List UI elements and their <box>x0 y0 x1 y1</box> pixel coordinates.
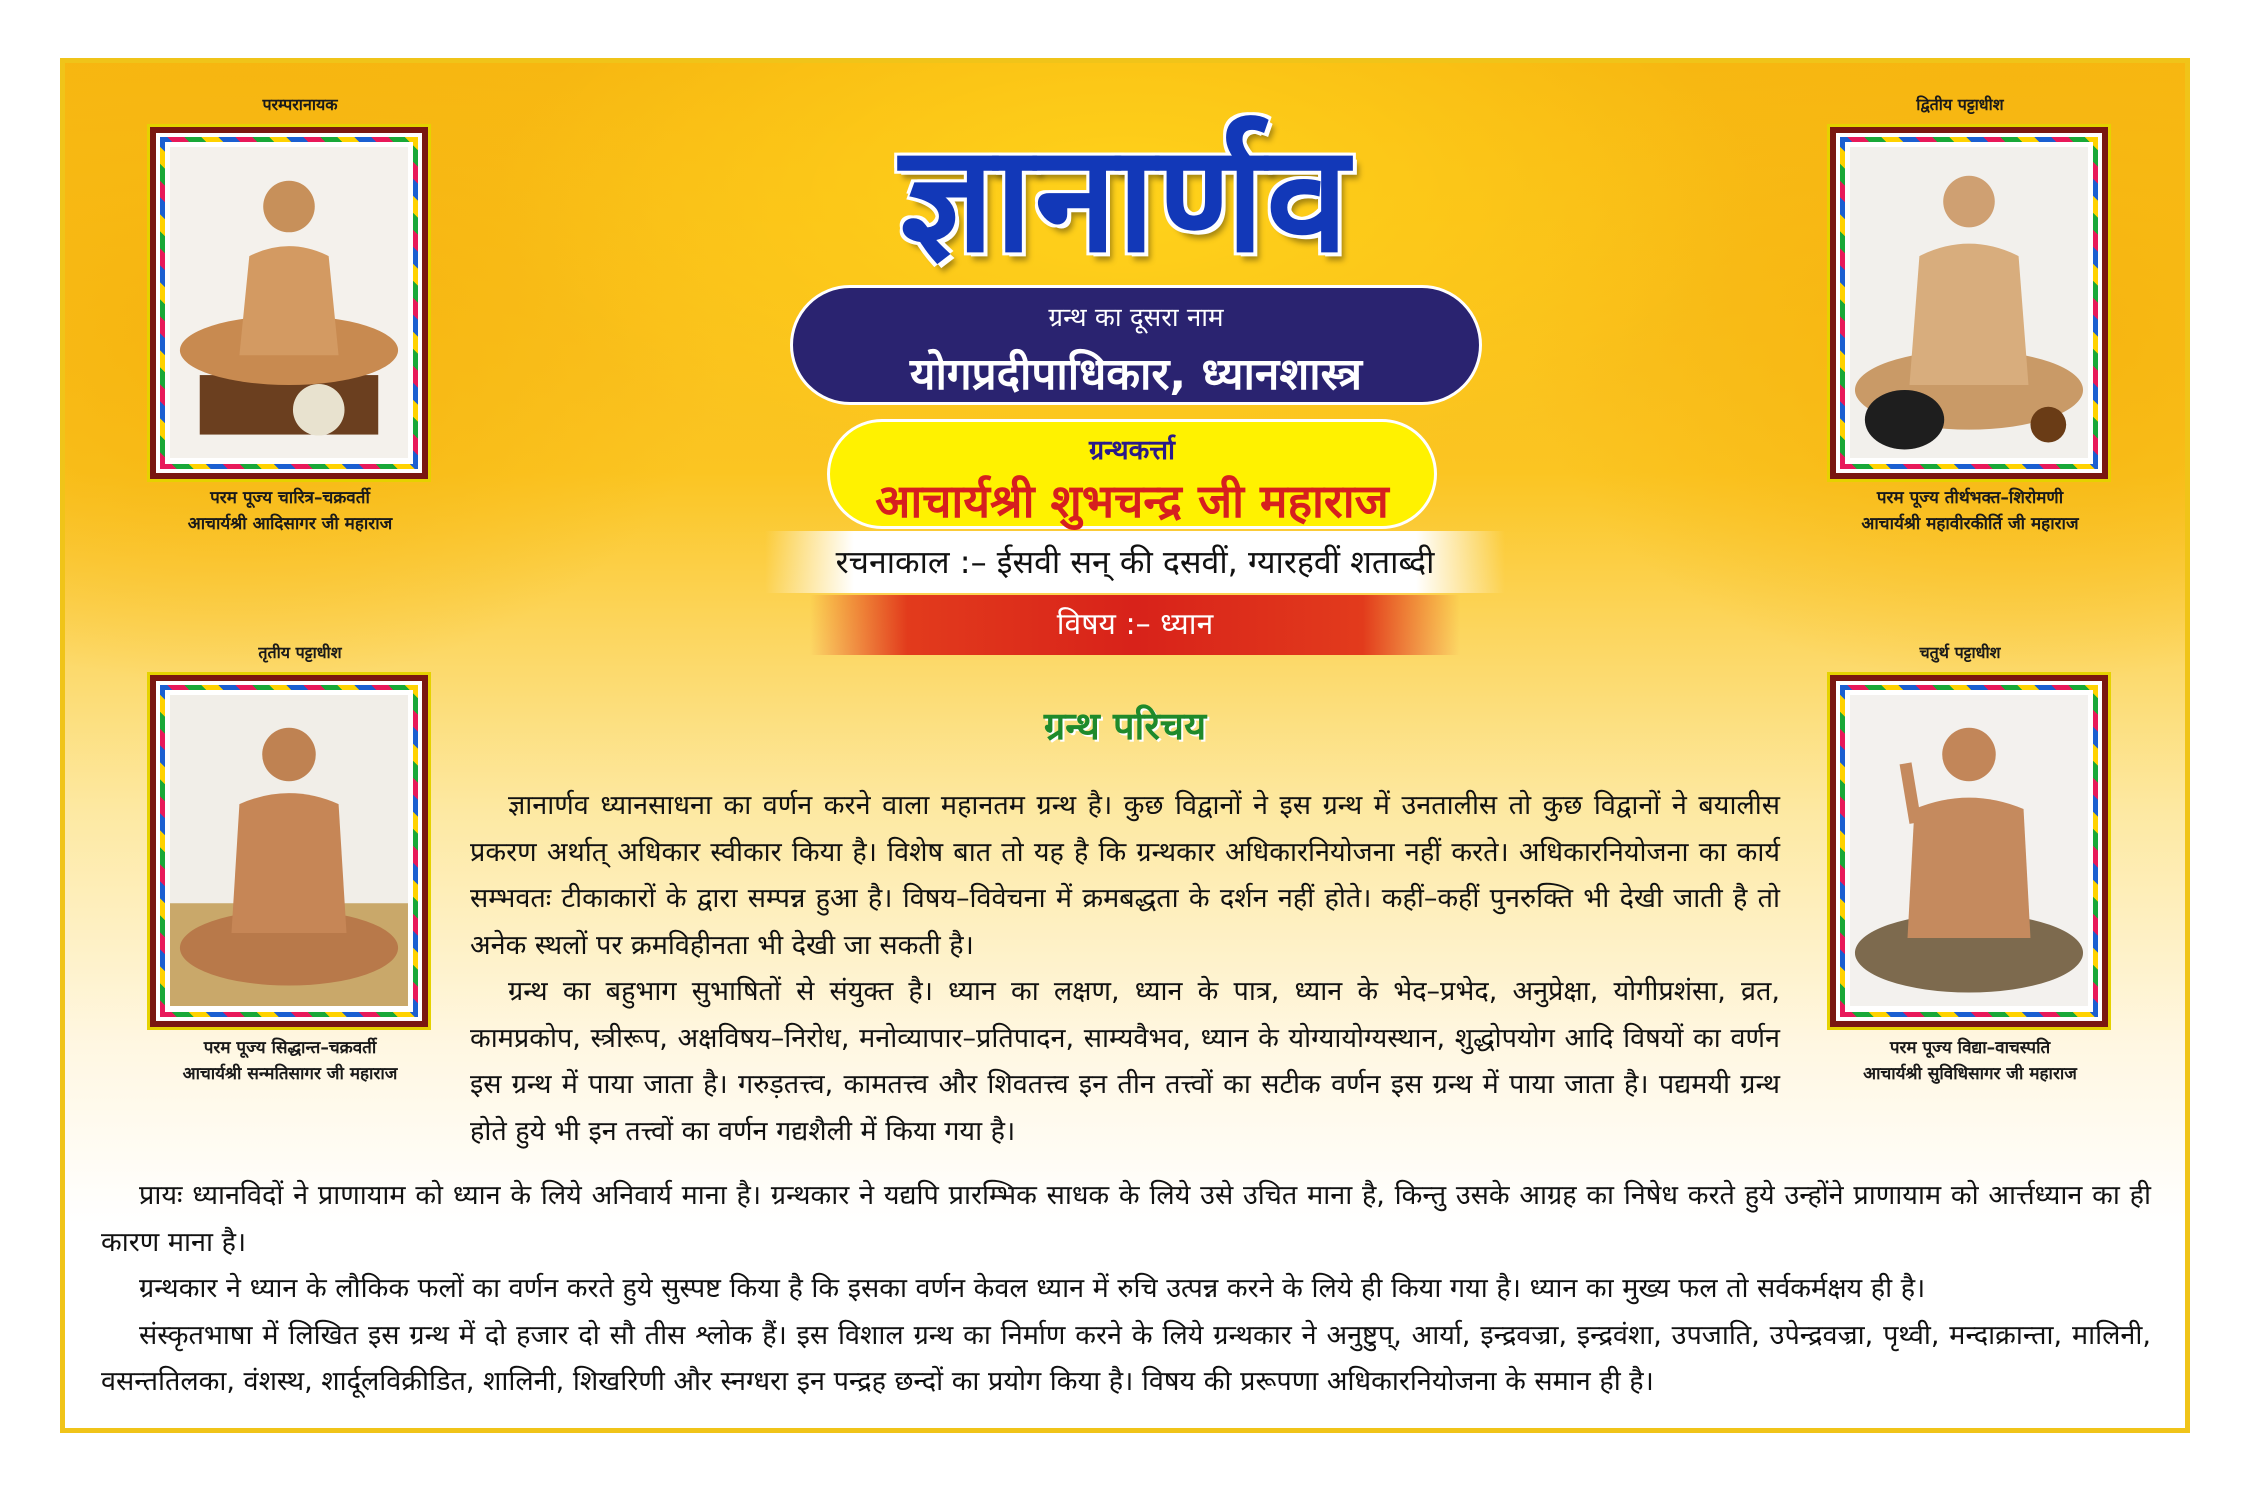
portrait-2-frame <box>1830 127 2108 479</box>
portrait-4-frame <box>1830 675 2108 1027</box>
alt-name-banner <box>790 285 1482 405</box>
main-title: ज्ञानार्णव <box>899 113 1351 285</box>
portrait-4-caption <box>1805 1035 2135 1087</box>
portrait-2-top-caption: द्वितीय पट्टाधीश <box>1916 95 2004 114</box>
portrait-3-caption-line1: परम पूज्य सिद्धान्त–चक्रवर्ती <box>203 1038 377 1058</box>
paragraph-5: संस्कृतभाषा में लिखित इस ग्रन्थ में दो हजार दो सौ तीस श्लोक हैं। इस विशाल ग्रन्थ का निर्माण करने के लिये ग्रन्थकार ने अनुष्टुप्, आर्या, इन्द्रवज्रा, इन्द्रवंशा, उपजाति, उपेन्द्रवज्रा, पृथ्वी, मन्दाक्रान्ता, मालिनी, वसन्ततिलका, वंशस्थ, शार्दूलविक्रीडित, शालिनी, शिखरिणी और स्नग्धरा इन पन्द्रह छन्दों का प्रयोग किया है। विषय की प्ररूपणा अधिकारनियोजना के समान ही है। <box>101 1319 2151 1397</box>
portrait-1-top-caption: परम्परानायक <box>262 95 338 114</box>
portrait-2-caption-line1: परम पूज्य तीर्थभक्त–शिरोमणी <box>1876 488 2064 508</box>
portrait-3-top-caption: तृतीय पट्टाधीश <box>258 643 342 662</box>
portrait-4-photo <box>1850 695 2088 1006</box>
portrait-3-caption-line2: आचार्यश्री सन्मतिसागर जी महाराज <box>182 1064 398 1084</box>
alt-name-label: ग्रन्थ का दूसरा नाम <box>1048 303 1224 333</box>
paragraph-4: ग्रन्थकार ने ध्यान के लौकिक फलों का वर्णन करते हुये सुस्पष्ट किया है कि इसका वर्णन केवल ध्यान में रुचि उत्पन्न करने के लिये ही किया गया है। ध्यान का मुख्य फल तो सर्वकर्मक्षय ही है। <box>139 1273 1926 1304</box>
paragraph-2: ग्रन्थ का बहुभाग सुभाषितों से संयुक्त है। ध्यान का लक्षण, ध्यान के पात्र, ध्यान के भेद–प्रभेद, अनुप्रेक्षा, योगीप्रशंसा, व्रत, कामप्रकोप, स्त्रीरूप, अक्षविषय–निरोध, मनोव्यापार–प्रतिपादन, साम्यवैभव, ध्यान के योग्यायोग्यस्थान, शुद्धोपयोग आदि विषयों का वर्णन इस ग्रन्थ में पाया जाता है। गरुड़तत्त्व, कामतत्त्व और शिवतत्त्व इन तीन तत्त्वों का सटीक वर्णन इस ग्रन्थ में पाया जाता है। पद्यमयी ग्रन्थ होते हुये भी इन तत्त्वों का वर्णन गद्यशैली में किया गया है। <box>470 976 1780 1147</box>
paragraph-1: ज्ञानार्णव ध्यानसाधना का वर्णन करने वाला महानतम ग्रन्थ है। कुछ विद्वानों ने इस ग्रन्थ में उनतालीस तो कुछ विद्वानों ने बयालीस प्रकरण अर्थात् अधिकार स्वीकार किया है। विशेष बात तो यह है कि ग्रन्थकार अधिकारनियोजना नहीं करते। अधिकारनियोजना का कार्य सम्भवतः टीकाकारों के द्वारा सम्पन्न हुआ है। विषय–विवेचना में क्रमबद्धता के दर्शन नहीं होते। कहीं–कहीं पुनरुक्ति भी देखी जाती है तो अनेक स्थलों पर क्रमविहीनता भी देखी जा सकती है। <box>470 790 1780 961</box>
portrait-3-frame <box>150 675 428 1027</box>
portrait-3-caption <box>125 1035 455 1087</box>
portrait-1-photo <box>170 147 408 458</box>
portrait-1-caption-line1: परम पूज्य चारित्र–चक्रवर्ती <box>210 488 370 508</box>
portrait-2-photo <box>1850 147 2088 458</box>
portrait-2-caption-line2: आचार्यश्री महावीरकीर्ति जी महाराज <box>1861 514 2079 534</box>
portrait-2-caption <box>1805 485 2135 537</box>
portrait-1-caption-line2: आचार्यश्री आदिसागर जी महाराज <box>187 514 393 534</box>
portrait-3-photo <box>170 695 408 1006</box>
section-title: ग्रन्थ परिचय <box>1043 704 1207 748</box>
author-name: आचार्यश्री शुभचन्द्र जी महाराज <box>875 474 1389 528</box>
author-banner <box>827 419 1437 529</box>
intro-text-central <box>470 783 1780 1155</box>
paragraph-3: प्रायः ध्यानविदों ने प्राणायाम को ध्यान के लिये अनिवार्य माना है। ग्रन्थकार ने यद्यपि प्रारम्भिक साधक के लिये उसे उचित माना है, किन्तु उसके आग्रह का निषेध करते हुये उन्होंने प्राणायाम को आर्त्तध्यान का ही कारण माना है। <box>101 1180 2151 1258</box>
portrait-4-caption-line1: परम पूज्य विद्या–वाचस्पति <box>1889 1038 2051 1058</box>
intro-text-full <box>101 1173 2151 1406</box>
portrait-1-caption <box>125 485 455 537</box>
portrait-4-caption-line2: आचार्यश्री सुविधिसागर जी महाराज <box>1863 1064 2077 1084</box>
poster <box>60 58 2190 1433</box>
portrait-4-top-caption: चतुर्थ पट्टाधीश <box>1919 643 2001 662</box>
author-label: ग्रन्थकर्त्ता <box>1088 435 1176 466</box>
portrait-1-frame <box>150 127 428 479</box>
subject-band: विषय :– ध्यान <box>810 595 1460 655</box>
alt-name: योगप्रदीपाधिकार, ध्यानशास्त्र <box>909 349 1363 400</box>
period-band: रचनाकाल :– ईसवी सन् की दसवीं, ग्यारहवीं शताब्दी <box>765 531 1505 593</box>
